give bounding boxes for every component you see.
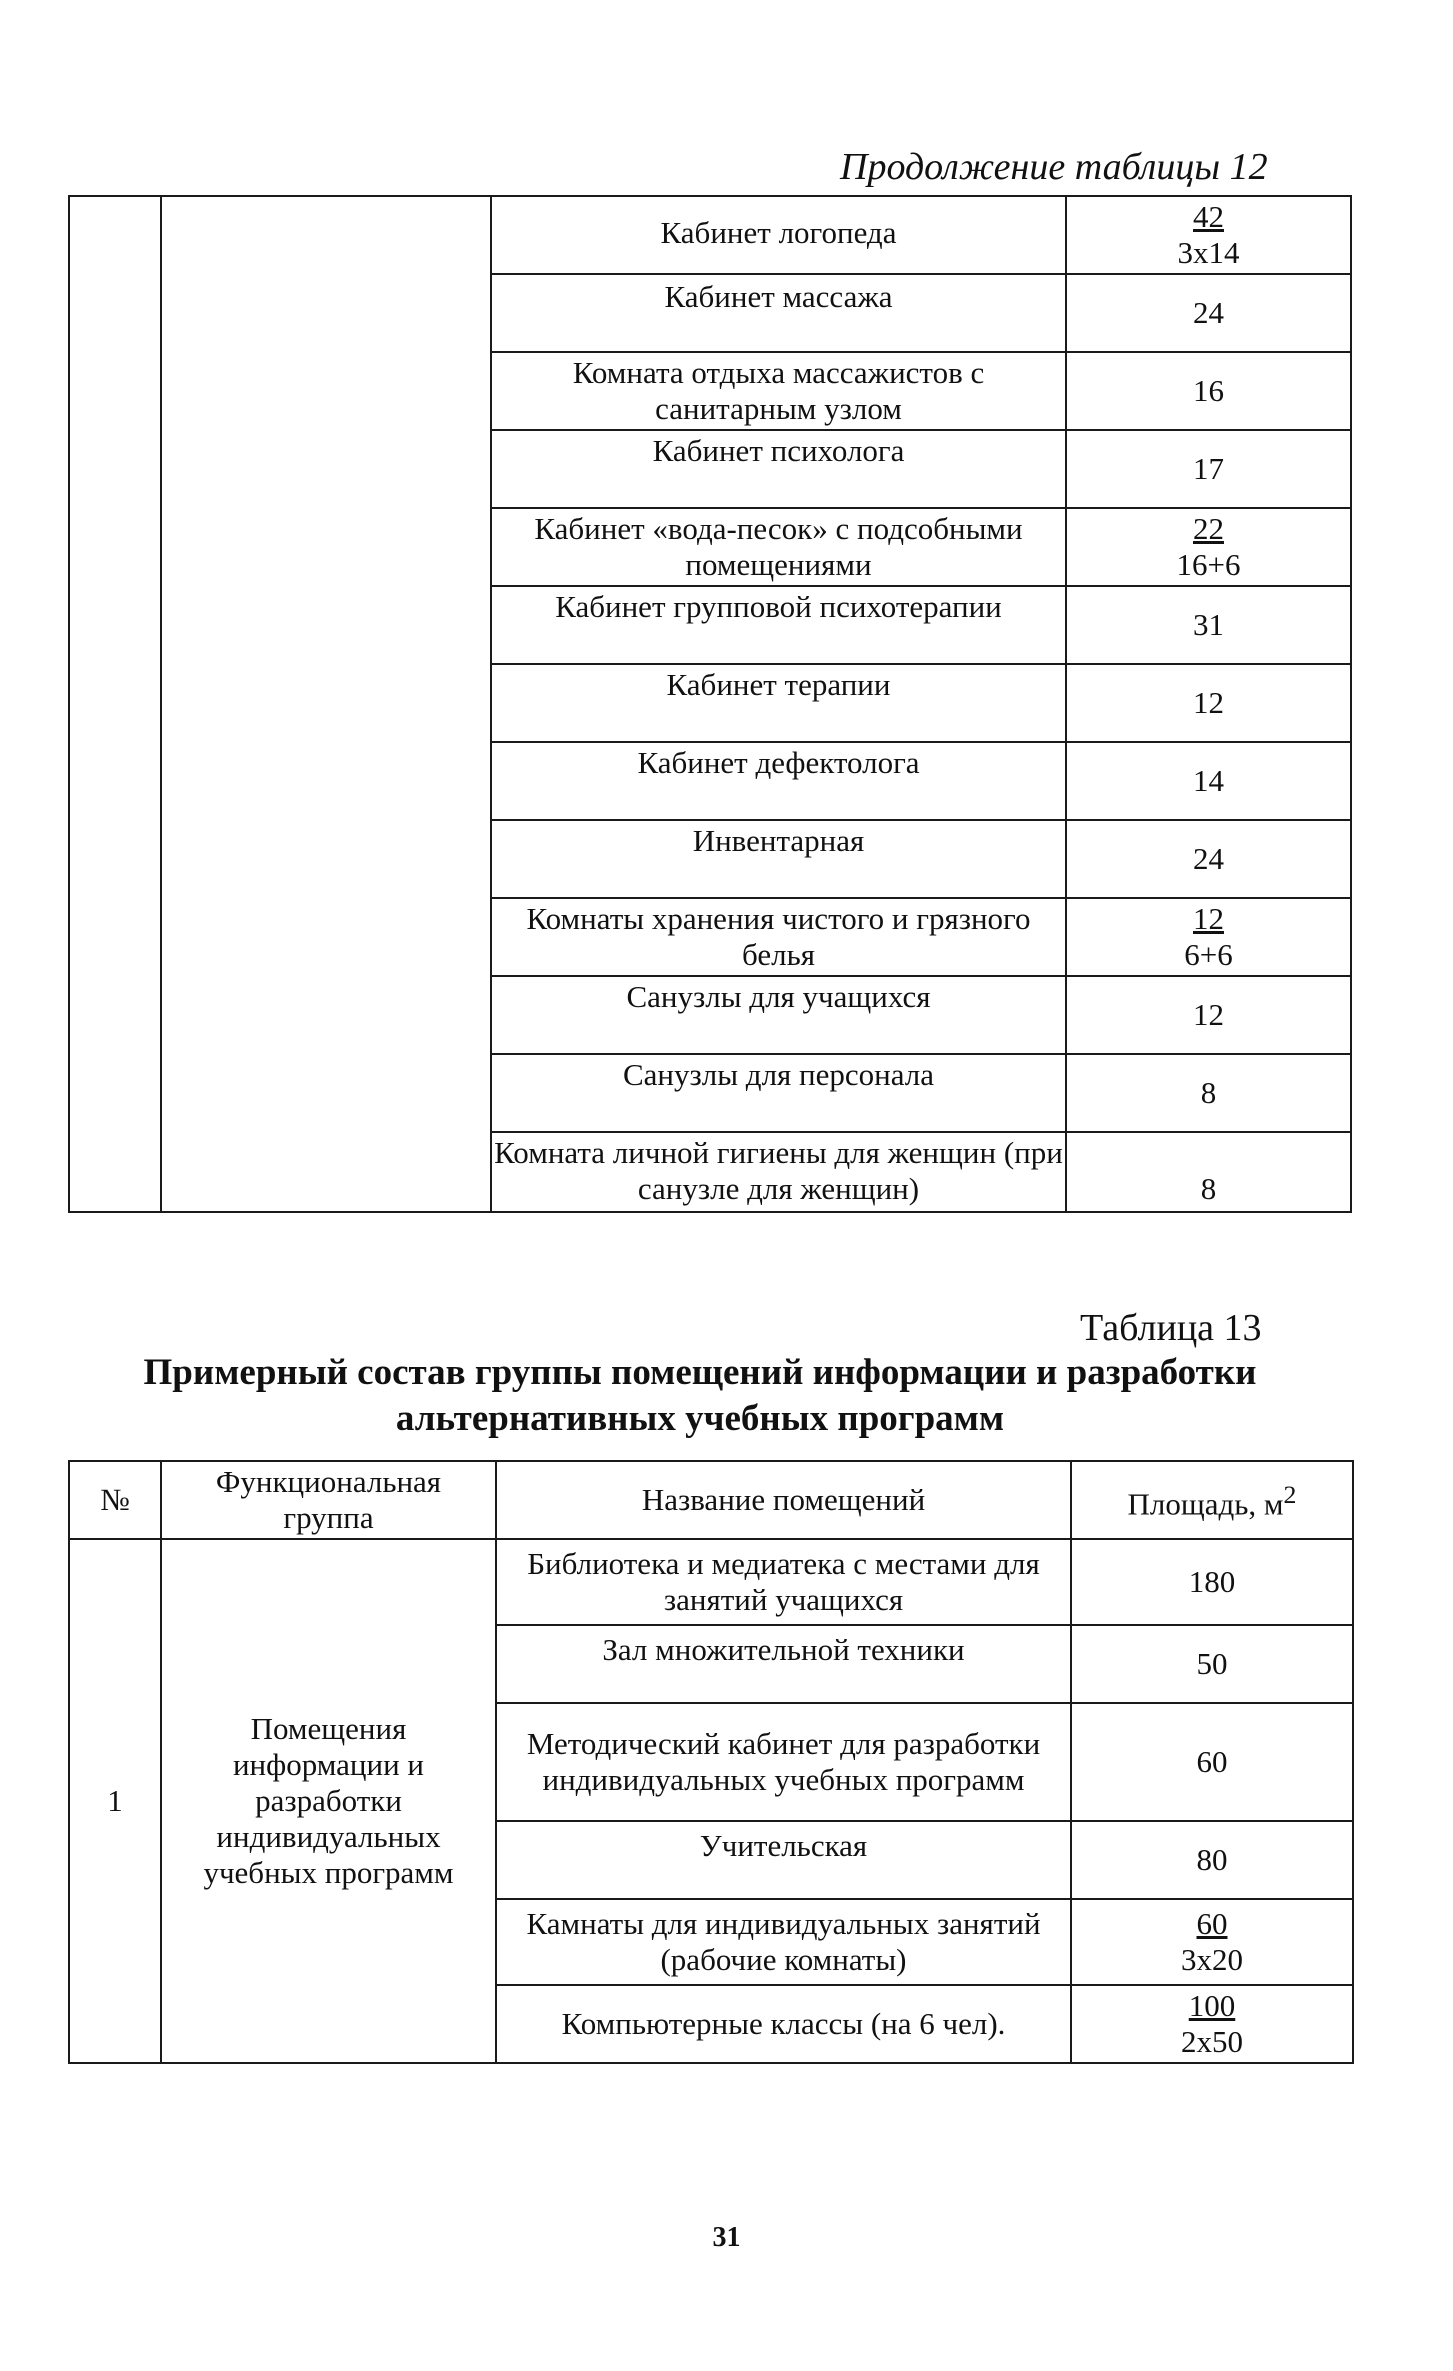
area-total: 100 [1188, 1988, 1236, 2023]
room-area [1066, 898, 1351, 976]
room-name: Кабинет психолога [491, 430, 1066, 508]
header-row [69, 1461, 1353, 1539]
area-breakdown: 2x50 [1181, 2024, 1243, 2059]
area-total: 60 [1196, 1906, 1228, 1941]
room-name: Кабинет терапии [491, 664, 1066, 742]
room-area: 12 [1066, 664, 1351, 742]
room-area: 50 [1071, 1625, 1353, 1703]
room-name: Библиотека и медиатека с местами для занятий учащихся [496, 1539, 1071, 1625]
table-13-label: Таблица 13 [1080, 1307, 1262, 1349]
room-name: Кабинет логопеда [491, 196, 1066, 274]
room-area: 31 [1066, 586, 1351, 664]
room-name: Санузлы для учащихся [491, 976, 1066, 1054]
room-area [1066, 508, 1351, 586]
header-name: Название помещений [496, 1461, 1071, 1539]
header-area-label: Площадь, м [1127, 1486, 1284, 1522]
room-name: Комната отдыха массажистов с санитарным узлом [491, 352, 1066, 430]
header-num: № [69, 1461, 161, 1539]
room-area [1066, 196, 1351, 274]
table-row [69, 196, 1351, 274]
continuation-title: Продолжение таблицы 12 [840, 146, 1268, 188]
room-name: Инвентарная [491, 820, 1066, 898]
header-area-sup: 2 [1283, 1480, 1297, 1510]
room-name: Санузлы для персонала [491, 1054, 1066, 1132]
table-13 [68, 1460, 1354, 2064]
room-name: Комнаты хранения чистого и грязного белья [491, 898, 1066, 976]
room-area: 12 [1066, 976, 1351, 1054]
room-area: 180 [1071, 1539, 1353, 1625]
room-area: 8 [1066, 1132, 1351, 1212]
header-area [1071, 1461, 1353, 1539]
room-name: Комната личной гигиены для женщин (при санузле для женщин) [491, 1132, 1066, 1212]
area-total: 42 [1193, 199, 1224, 234]
page-number: 31 [712, 2222, 741, 2253]
room-name: Камнаты для индивидуальных занятий (рабочие комнаты) [496, 1899, 1071, 1985]
table-12 [68, 195, 1352, 1213]
room-area: 16 [1066, 352, 1351, 430]
room-name: Методический кабинет для разработки индивидуальных учебных программ [496, 1703, 1071, 1821]
group-num: 1 [69, 1539, 161, 2063]
room-area: 14 [1066, 742, 1351, 820]
table-13-title: Примерный состав группы помещений информации и разработки альтернативных учебных программ [143, 1352, 1257, 1439]
room-area: 60 [1071, 1703, 1353, 1821]
room-area: 80 [1071, 1821, 1353, 1899]
room-area: 8 [1066, 1054, 1351, 1132]
room-name: Зал множительной техники [496, 1625, 1071, 1703]
group-name: Помещения информации и разработки индивидуальных учебных программ [161, 1539, 496, 2063]
table-row [69, 1539, 1353, 1625]
room-name: Кабинет дефектолога [491, 742, 1066, 820]
area-breakdown: 3x14 [1177, 235, 1240, 270]
group-cell [161, 196, 491, 1212]
area-breakdown: 16+6 [1176, 547, 1241, 582]
room-area [1071, 1899, 1353, 1985]
room-area: 24 [1066, 274, 1351, 352]
room-area [1071, 1985, 1353, 2063]
area-total: 12 [1192, 901, 1224, 936]
room-name: Кабинет «вода-песок» с подсобными помещениями [491, 508, 1066, 586]
room-name: Кабинет массажа [491, 274, 1066, 352]
num-cell [69, 196, 161, 1212]
room-name: Компьютерные классы (на 6 чел). [496, 1985, 1071, 2063]
header-group: Функциональная группа [161, 1461, 496, 1539]
area-total: 22 [1192, 511, 1224, 546]
room-area: 17 [1066, 430, 1351, 508]
area-breakdown: 3x20 [1181, 1942, 1243, 1977]
room-name: Кабинет групповой психотерапии [491, 586, 1066, 664]
area-breakdown: 6+6 [1184, 937, 1233, 972]
room-area: 24 [1066, 820, 1351, 898]
room-name: Учительская [496, 1821, 1071, 1899]
